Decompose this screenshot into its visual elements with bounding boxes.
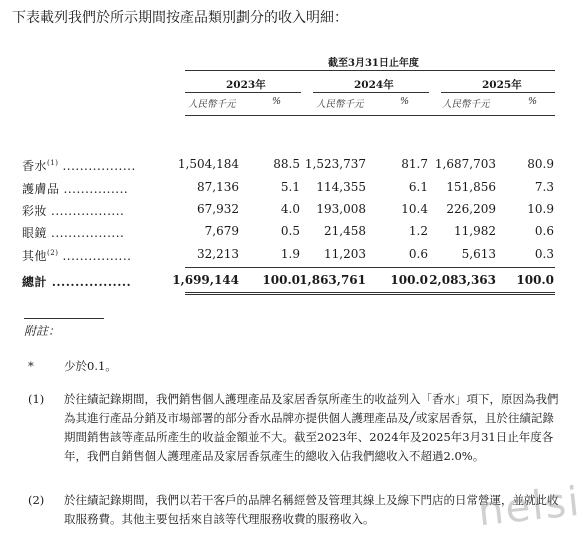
note-text: 於往績記錄期間，我們銷售個人護理產品及家居香氛所產生的收益列入「香水」項下，原因為我們為其進行產品分銷及市場部署的部分香水品牌亦提供個人護理產品及╱或家居香氛，且於往績記錄期間銷售該等產品所產生的收益金額並不大。截至2023年、2024年及2025年3月31日止年度各年，我們自銷售個人護理產品及家居香氛產生的總收入佔我們總收入不超過2.0%。 (64, 392, 559, 463)
row-percent-2023: 0.5 (280, 224, 300, 238)
year-2024-rule (313, 92, 429, 93)
row-value-2025: 226,209 (446, 202, 496, 216)
unit-amount-2024: 人民幣千元 (316, 99, 364, 110)
table-row (0, 180, 587, 200)
row-value-2023: 32,213 (197, 247, 239, 261)
total-value-2023: 1,699,144 (172, 273, 239, 287)
row-label: 眼鏡 ................. (22, 226, 125, 240)
note-text: 於往績記錄期間，我們以若干客戶的品牌名稱經營及管理其線上及線下門店的日常營運，並就此收取服務費。其他主要包括來自該等代理服務收費的服務收入。 (64, 493, 559, 526)
row-value-2025: 5,613 (461, 247, 496, 261)
row-value-2023: 87,136 (197, 180, 239, 194)
row-value-2024: 11,203 (324, 247, 366, 261)
total-rule-bottom-1 (185, 292, 555, 293)
table-row (0, 224, 587, 244)
row-value-2024: 193,008 (316, 202, 366, 216)
unit-percent-2025: % (528, 96, 538, 107)
table-row (0, 157, 587, 177)
period-header: 截至3月31日止年度 (328, 58, 419, 69)
row-value-2024: 114,355 (316, 180, 366, 194)
header-rule (185, 115, 555, 116)
note-text: 少於0.1。 (64, 359, 117, 373)
row-percent-2023: 1.9 (280, 247, 300, 261)
row-percent-2024: 81.7 (401, 157, 428, 171)
total-value-2025: 2,083,363 (429, 273, 496, 287)
note-mark: (2) (28, 493, 45, 507)
total-percent-2023: 100.0 (262, 273, 300, 287)
table-row (0, 202, 587, 222)
total-label: 總計 ................. (22, 275, 132, 289)
note-mark: * (28, 359, 34, 373)
row-label: 其他$^{(2)}$ ................ (22, 249, 132, 263)
row-value-2024: 1,523,737 (304, 157, 366, 171)
row-label: 彩妝 ................. (22, 204, 125, 218)
row-label: 護膚品 ............... (22, 182, 129, 196)
year-2025-rule (441, 92, 555, 93)
total-percent-2024: 100.0 (390, 273, 428, 287)
unit-amount-2023: 人民幣千元 (188, 99, 236, 110)
total-percent-2025: 100.0 (516, 273, 554, 287)
row-percent-2024: 6.1 (408, 180, 428, 194)
total-rule-top (185, 267, 555, 268)
row-label: 香水$^{(1)}$ ................. (22, 159, 136, 173)
period-rule (185, 70, 555, 71)
row-percent-2023: 88.5 (273, 157, 300, 171)
row-value-2023: 1,504,184 (177, 157, 239, 171)
row-percent-2023: 5.1 (280, 180, 300, 194)
row-value-2023: 7,679 (204, 224, 239, 238)
row-percent-2025: 10.9 (527, 202, 554, 216)
row-value-2025: 1,687,703 (434, 157, 496, 171)
unit-amount-2025: 人民幣千元 (442, 99, 490, 110)
year-2024: 2024年 (354, 79, 394, 91)
row-percent-2025: 7.3 (534, 180, 554, 194)
note-1 (28, 390, 568, 470)
year-2023: 2023年 (226, 79, 266, 91)
table-row (0, 247, 587, 267)
row-percent-2025: 80.9 (527, 157, 554, 171)
row-value-2025: 151,856 (446, 180, 496, 194)
row-percent-2025: 0.3 (534, 247, 554, 261)
row-percent-2025: 0.6 (534, 224, 554, 238)
row-percent-2023: 4.0 (280, 202, 300, 216)
note-star (28, 357, 568, 377)
row-percent-2024: 1.2 (408, 224, 428, 238)
row-percent-2024: 0.6 (408, 247, 428, 261)
total-value-2024: 1,863,761 (299, 273, 366, 287)
unit-percent-2024: % (400, 96, 410, 107)
row-value-2023: 67,932 (197, 202, 239, 216)
intro-text: 下表載列我們於所示期間按產品類別劃分的收入明細： (12, 10, 348, 26)
note-mark: (1) (28, 392, 45, 406)
notes-divider (24, 318, 104, 319)
total-row (0, 273, 587, 293)
year-2025: 2025年 (482, 79, 522, 91)
watermark: nelsi (475, 478, 584, 536)
row-value-2025: 11,982 (454, 224, 496, 238)
row-value-2024: 21,458 (324, 224, 366, 238)
unit-percent-2023: % (272, 96, 282, 107)
year-2023-rule (185, 92, 301, 93)
total-rule-bottom-2 (185, 294, 555, 295)
notes-title: 附註： (24, 324, 61, 338)
row-percent-2024: 10.4 (401, 202, 428, 216)
